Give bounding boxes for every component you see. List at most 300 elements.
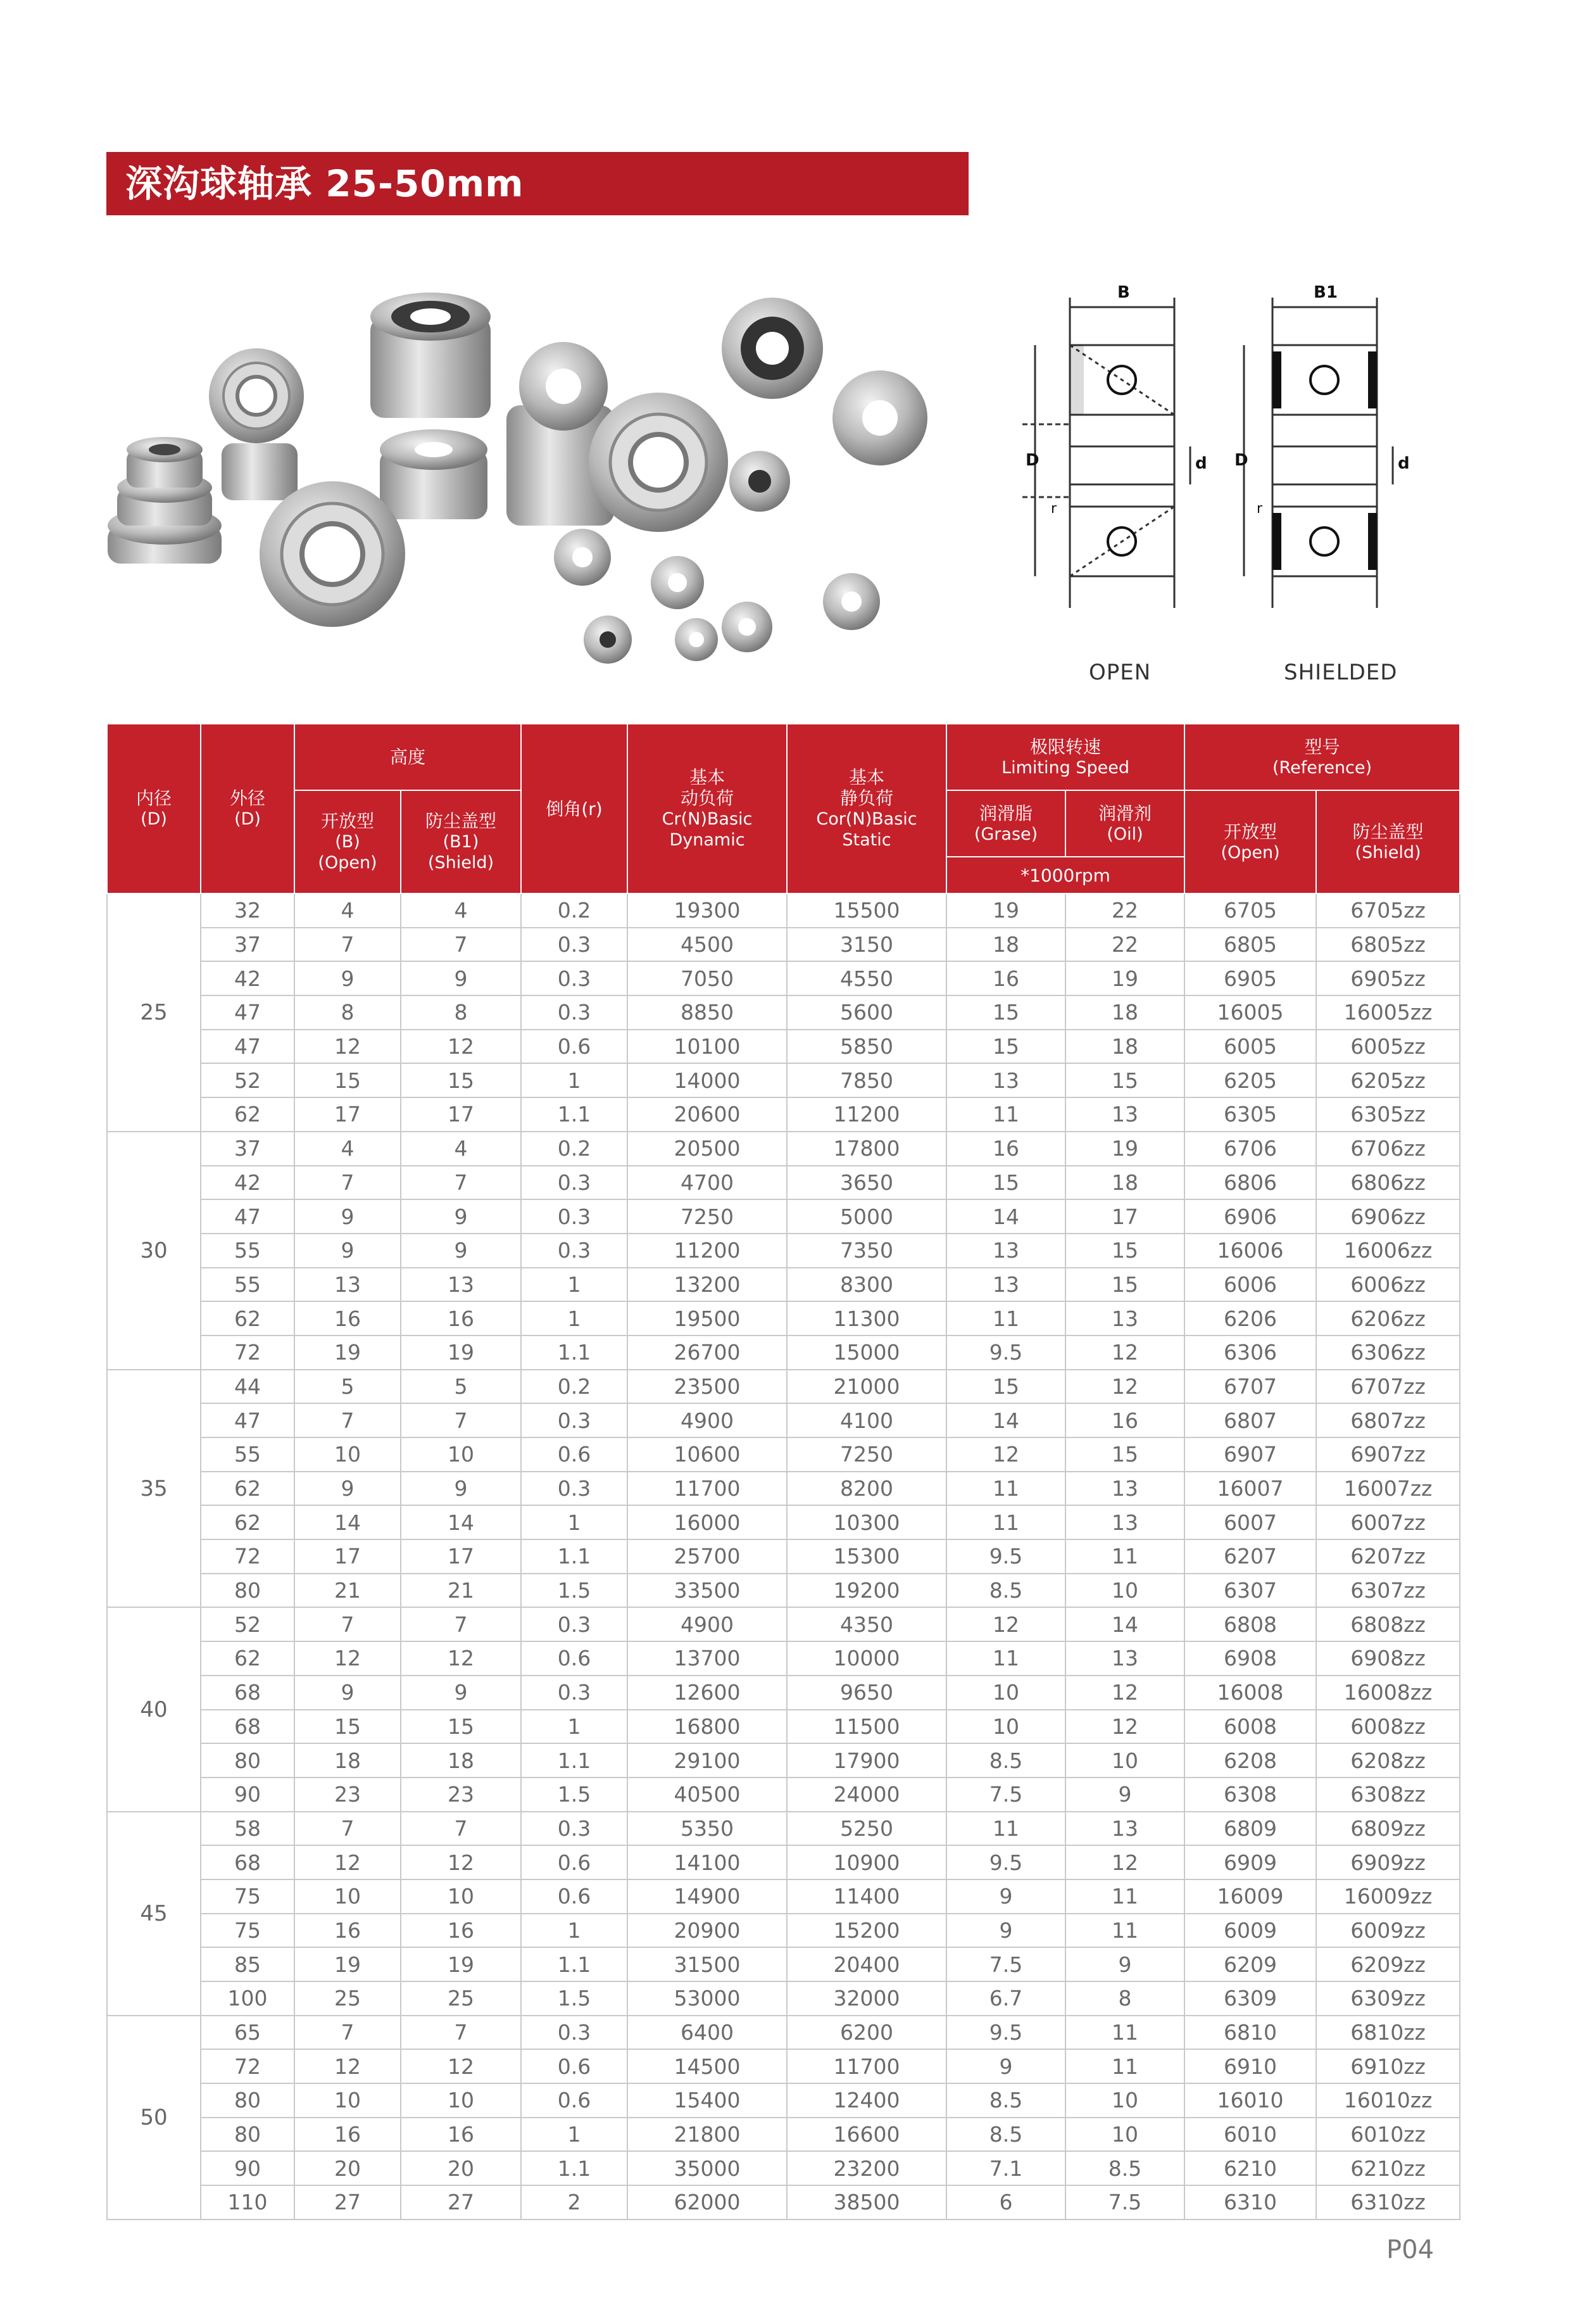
cell-ref-open: 6205 [1184, 1063, 1316, 1097]
table-row [107, 2083, 1460, 2118]
cell-dynamic-load: 15400 [627, 2083, 787, 2118]
cell-chamfer: 0.3 [521, 1199, 627, 1234]
dim-inner-d-label-shielded: d [1398, 454, 1410, 473]
cell-outer-diameter: 44 [201, 1370, 294, 1404]
cell-ref-open: 16005 [1184, 995, 1316, 1030]
cell-dynamic-load: 11700 [627, 1472, 787, 1506]
cell-open-width: 7 [294, 1812, 401, 1846]
cell-ref-shield: 6308zz [1316, 1778, 1460, 1812]
cell-static-load: 11400 [787, 1879, 946, 1914]
table-row [107, 1437, 1460, 1472]
table-row [107, 1030, 1460, 1064]
cell-shield-width: 16 [401, 1301, 521, 1336]
cell-chamfer: 1 [521, 1914, 627, 1948]
dim-b1-label: B1 [1314, 283, 1338, 302]
cell-ref-open: 6908 [1184, 1641, 1316, 1676]
cell-dynamic-load: 40500 [627, 1778, 787, 1812]
cell-chamfer: 0.3 [521, 1812, 627, 1846]
header-static-load: 基本 静负荷 Cor(N)Basic Static [787, 724, 946, 894]
cell-oil-speed: 14 [1065, 1607, 1184, 1641]
cell-ref-open: 6208 [1184, 1743, 1316, 1778]
cell-ref-shield: 6210zz [1316, 2151, 1460, 2185]
cell-oil-speed: 11 [1065, 1879, 1184, 1914]
header-outer-diameter: 外径 (D) [201, 724, 294, 894]
cell-dynamic-load: 6400 [627, 2016, 787, 2050]
table-row [107, 1166, 1460, 1200]
cell-ref-open: 16008 [1184, 1676, 1316, 1710]
cell-chamfer: 0.3 [521, 1166, 627, 1200]
cell-open-width: 16 [294, 1914, 401, 1948]
cell-grease-speed: 18 [946, 928, 1065, 962]
cell-static-load: 4100 [787, 1403, 946, 1437]
cell-oil-speed: 7.5 [1065, 2185, 1184, 2220]
table-row [107, 1063, 1460, 1097]
cell-open-width: 25 [294, 1981, 401, 2016]
cell-open-width: 10 [294, 1879, 401, 1914]
cell-outer-diameter: 75 [201, 1914, 294, 1948]
cell-dynamic-load: 4900 [627, 1403, 787, 1437]
cell-open-width: 10 [294, 1437, 401, 1472]
cell-shield-width: 4 [401, 1132, 521, 1166]
cell-oil-speed: 13 [1065, 1097, 1184, 1132]
cell-static-load: 19200 [787, 1574, 946, 1608]
cell-open-width: 7 [294, 928, 401, 962]
cell-ref-shield: 6306zz [1316, 1336, 1460, 1370]
cell-static-load: 10900 [787, 1845, 946, 1879]
cell-ref-open: 6805 [1184, 928, 1316, 962]
table-row [107, 1472, 1460, 1506]
header-grease: 润滑脂 (Grase) [946, 790, 1065, 857]
cell-oil-speed: 18 [1065, 1166, 1184, 1200]
cell-oil-speed: 13 [1065, 1505, 1184, 1539]
cell-dynamic-load: 53000 [627, 1981, 787, 2016]
cell-outer-diameter: 55 [201, 1268, 294, 1302]
shielded-label: SHIELDED [1284, 660, 1398, 685]
cell-open-width: 4 [294, 1132, 401, 1166]
cell-outer-diameter: 62 [201, 1097, 294, 1132]
cell-oil-speed: 19 [1065, 961, 1184, 995]
cell-static-load: 15300 [787, 1539, 946, 1574]
cell-ref-shield: 6805zz [1316, 928, 1460, 962]
cell-ref-open: 6306 [1184, 1336, 1316, 1370]
cell-ref-shield: 6005zz [1316, 1030, 1460, 1064]
table-row [107, 1947, 1460, 1981]
cell-grease-speed: 7.1 [946, 2151, 1065, 2185]
cell-oil-speed: 12 [1065, 1845, 1184, 1879]
cell-oil-speed: 8.5 [1065, 2151, 1184, 2185]
cell-ref-open: 6907 [1184, 1437, 1316, 1472]
cell-chamfer: 0.3 [521, 1472, 627, 1506]
cell-oil-speed: 11 [1065, 1914, 1184, 1948]
cell-oil-speed: 10 [1065, 1574, 1184, 1608]
cell-ref-open: 6209 [1184, 1947, 1316, 1981]
cell-dynamic-load: 7050 [627, 961, 787, 995]
cell-grease-speed: 15 [946, 1166, 1065, 1200]
cell-grease-speed: 11 [946, 1641, 1065, 1676]
cell-static-load: 11200 [787, 1097, 946, 1132]
cell-dynamic-load: 33500 [627, 1574, 787, 1608]
cell-ref-shield: 16010zz [1316, 2083, 1460, 2118]
cell-ref-open: 6909 [1184, 1845, 1316, 1879]
cell-ref-open: 6009 [1184, 1914, 1316, 1948]
cell-ref-shield: 6910zz [1316, 2049, 1460, 2083]
cell-ref-shield: 6705zz [1316, 894, 1460, 928]
cell-chamfer: 1 [521, 1301, 627, 1336]
cell-ref-open: 6810 [1184, 2016, 1316, 2050]
cell-shield-width: 17 [401, 1097, 521, 1132]
table-row [107, 961, 1460, 995]
cell-outer-diameter: 90 [201, 1778, 294, 1812]
table-row [107, 1132, 1460, 1166]
cell-ref-open: 6010 [1184, 2118, 1316, 2152]
cell-grease-speed: 8.5 [946, 2083, 1065, 2118]
cell-static-load: 11500 [787, 1710, 946, 1744]
cell-outer-diameter: 52 [201, 1607, 294, 1641]
cell-grease-speed: 9.5 [946, 1336, 1065, 1370]
cell-ref-open: 6008 [1184, 1710, 1316, 1744]
cell-shield-width: 21 [401, 1574, 521, 1608]
cell-dynamic-load: 13700 [627, 1641, 787, 1676]
cell-dynamic-load: 19300 [627, 894, 787, 928]
cell-grease-speed: 19 [946, 894, 1065, 928]
cell-ref-shield: 6707zz [1316, 1370, 1460, 1404]
cell-outer-diameter: 47 [201, 1199, 294, 1234]
cell-ref-open: 16010 [1184, 2083, 1316, 2118]
cell-grease-speed: 8.5 [946, 2118, 1065, 2152]
cell-oil-speed: 11 [1065, 1539, 1184, 1574]
table-row [107, 1914, 1460, 1948]
table-body [107, 894, 1460, 2220]
cell-static-load: 7250 [787, 1437, 946, 1472]
cell-static-load: 12400 [787, 2083, 946, 2118]
cell-ref-shield: 6909zz [1316, 1845, 1460, 1879]
table-row [107, 1778, 1460, 1812]
table-row [107, 1641, 1460, 1676]
cell-open-width: 8 [294, 995, 401, 1030]
cell-open-width: 7 [294, 1607, 401, 1641]
table-row [107, 1097, 1460, 1132]
cell-dynamic-load: 21800 [627, 2118, 787, 2152]
cell-ref-open: 6910 [1184, 2049, 1316, 2083]
cell-ref-shield: 6305zz [1316, 1097, 1460, 1132]
cell-ref-shield: 6207zz [1316, 1539, 1460, 1574]
cell-static-load: 6200 [787, 2016, 946, 2050]
cell-outer-diameter: 58 [201, 1812, 294, 1846]
cell-shield-width: 12 [401, 1641, 521, 1676]
cell-ref-shield: 6806zz [1316, 1166, 1460, 1200]
cell-open-width: 7 [294, 1403, 401, 1437]
cell-open-width: 5 [294, 1370, 401, 1404]
table-row [107, 928, 1460, 962]
cell-dynamic-load: 23500 [627, 1370, 787, 1404]
cell-ref-open: 6808 [1184, 1607, 1316, 1641]
cell-ref-shield: 6010zz [1316, 2118, 1460, 2152]
cell-outer-diameter: 47 [201, 995, 294, 1030]
cell-ref-shield: 16009zz [1316, 1879, 1460, 1914]
cell-dynamic-load: 14500 [627, 2049, 787, 2083]
cell-bore: 25 [107, 894, 201, 1132]
cell-dynamic-load: 13200 [627, 1268, 787, 1302]
cell-oil-speed: 11 [1065, 2049, 1184, 2083]
header-open-height: 开放型 (B) (Open) [294, 790, 401, 894]
cell-ref-shield: 6205zz [1316, 1063, 1460, 1097]
table-row [107, 1981, 1460, 2016]
cell-ref-open: 6307 [1184, 1574, 1316, 1608]
cross-section-drawing [1000, 272, 1469, 652]
cell-chamfer: 0.6 [521, 2049, 627, 2083]
open-label: OPEN [1089, 660, 1152, 685]
cell-chamfer: 1 [521, 1505, 627, 1539]
cell-ref-open: 6807 [1184, 1403, 1316, 1437]
cell-grease-speed: 14 [946, 1403, 1065, 1437]
cell-oil-speed: 22 [1065, 928, 1184, 962]
dim-inner-d-label: d [1195, 454, 1207, 473]
cell-open-width: 13 [294, 1268, 401, 1302]
table-row [107, 2151, 1460, 2185]
cell-outer-diameter: 72 [201, 1336, 294, 1370]
cell-outer-diameter: 68 [201, 1710, 294, 1744]
cell-open-width: 4 [294, 894, 401, 928]
cell-oil-speed: 11 [1065, 2016, 1184, 2050]
cell-dynamic-load: 31500 [627, 1947, 787, 1981]
cell-ref-shield: 16008zz [1316, 1676, 1460, 1710]
cell-open-width: 16 [294, 1301, 401, 1336]
cell-static-load: 24000 [787, 1778, 946, 1812]
cell-dynamic-load: 14100 [627, 1845, 787, 1879]
cell-chamfer: 0.2 [521, 1370, 627, 1404]
cell-ref-shield: 6807zz [1316, 1403, 1460, 1437]
cell-outer-diameter: 72 [201, 2049, 294, 2083]
cell-shield-width: 12 [401, 1845, 521, 1879]
cell-outer-diameter: 37 [201, 1132, 294, 1166]
cell-static-load: 17800 [787, 1132, 946, 1166]
cell-oil-speed: 12 [1065, 1336, 1184, 1370]
cell-grease-speed: 15 [946, 1030, 1065, 1064]
header-ref-shield: 防尘盖型 (Shield) [1316, 790, 1460, 894]
cell-ref-shield: 6006zz [1316, 1268, 1460, 1302]
cell-chamfer: 0.3 [521, 995, 627, 1030]
cell-grease-speed: 12 [946, 1437, 1065, 1472]
cell-static-load: 32000 [787, 1981, 946, 2016]
cell-chamfer: 0.3 [521, 2016, 627, 2050]
bearing-spec-table [106, 723, 1460, 2220]
cell-outer-diameter: 52 [201, 1063, 294, 1097]
header-shield-height: 防尘盖型 (B1) (Shield) [401, 790, 521, 894]
table-row [107, 1607, 1460, 1641]
cell-oil-speed: 13 [1065, 1472, 1184, 1506]
cell-open-width: 9 [294, 1234, 401, 1268]
cell-open-width: 12 [294, 1845, 401, 1879]
cell-shield-width: 27 [401, 2185, 521, 2220]
cell-shield-width: 17 [401, 1539, 521, 1574]
cell-chamfer: 0.3 [521, 1403, 627, 1437]
cell-shield-width: 9 [401, 1199, 521, 1234]
cell-shield-width: 7 [401, 1166, 521, 1200]
cell-grease-speed: 16 [946, 1132, 1065, 1166]
cell-ref-open: 6006 [1184, 1268, 1316, 1302]
table-row [107, 1743, 1460, 1778]
cell-chamfer: 1 [521, 2118, 627, 2152]
bearing-stack-center [506, 342, 728, 532]
cell-dynamic-load: 20600 [627, 1097, 787, 1132]
cell-ref-open: 6210 [1184, 2151, 1316, 2185]
bearing-shielded-mid [380, 429, 487, 519]
cell-outer-diameter: 47 [201, 1030, 294, 1064]
cell-chamfer: 0.6 [521, 1437, 627, 1472]
cell-grease-speed: 11 [946, 1301, 1065, 1336]
cell-oil-speed: 18 [1065, 995, 1184, 1030]
cell-ref-shield: 6208zz [1316, 1743, 1460, 1778]
cell-ref-open: 6206 [1184, 1301, 1316, 1336]
table-row [107, 2185, 1460, 2220]
cell-open-width: 27 [294, 2185, 401, 2220]
cell-open-width: 12 [294, 1030, 401, 1064]
header-dynamic-load: 基本 动负荷 Cr(N)Basic Dynamic [627, 724, 787, 894]
cell-dynamic-load: 35000 [627, 2151, 787, 2185]
cell-chamfer: 1.5 [521, 1778, 627, 1812]
cell-oil-speed: 9 [1065, 1778, 1184, 1812]
cell-shield-width: 10 [401, 1437, 521, 1472]
cell-open-width: 21 [294, 1574, 401, 1608]
cell-grease-speed: 13 [946, 1234, 1065, 1268]
cell-ref-open: 6007 [1184, 1505, 1316, 1539]
cell-chamfer: 0.2 [521, 1132, 627, 1166]
cell-static-load: 7350 [787, 1234, 946, 1268]
cell-grease-speed: 15 [946, 1370, 1065, 1404]
table-row [107, 1676, 1460, 1710]
cell-shield-width: 12 [401, 1030, 521, 1064]
cell-outer-diameter: 65 [201, 2016, 294, 2050]
cell-open-width: 19 [294, 1947, 401, 1981]
cell-shield-width: 10 [401, 1879, 521, 1914]
table-row [107, 894, 1460, 928]
cell-static-load: 15200 [787, 1914, 946, 1948]
cell-chamfer: 0.6 [521, 1030, 627, 1064]
cell-oil-speed: 15 [1065, 1437, 1184, 1472]
cell-grease-speed: 10 [946, 1676, 1065, 1710]
cell-static-load: 5850 [787, 1030, 946, 1064]
cell-open-width: 9 [294, 1676, 401, 1710]
cell-chamfer: 0.6 [521, 1879, 627, 1914]
cell-chamfer: 1 [521, 1268, 627, 1302]
table-row [107, 995, 1460, 1030]
cell-oil-speed: 12 [1065, 1370, 1184, 1404]
cell-grease-speed: 10 [946, 1710, 1065, 1744]
cell-grease-speed: 11 [946, 1097, 1065, 1132]
cell-dynamic-load: 11200 [627, 1234, 787, 1268]
cell-shield-width: 19 [401, 1336, 521, 1370]
cell-ref-open: 6806 [1184, 1166, 1316, 1200]
cell-chamfer: 0.3 [521, 961, 627, 995]
table-row [107, 1268, 1460, 1302]
cell-ref-open: 6906 [1184, 1199, 1316, 1234]
cell-outer-diameter: 55 [201, 1437, 294, 1472]
cell-chamfer: 1 [521, 1063, 627, 1097]
cell-outer-diameter: 37 [201, 928, 294, 962]
cell-static-load: 8300 [787, 1268, 946, 1302]
table-row [107, 1370, 1460, 1404]
cell-oil-speed: 22 [1065, 894, 1184, 928]
cell-oil-speed: 13 [1065, 1812, 1184, 1846]
bearing-cross-section-diagram [1000, 272, 1469, 690]
cell-shield-width: 7 [401, 928, 521, 962]
cell-outer-diameter: 90 [201, 2151, 294, 2185]
cell-oil-speed: 10 [1065, 2083, 1184, 2118]
bearing-stack-top [370, 293, 491, 418]
cell-ref-open: 6705 [1184, 894, 1316, 928]
cell-static-load: 4550 [787, 961, 946, 995]
cell-ref-open: 6308 [1184, 1778, 1316, 1812]
cell-open-width: 23 [294, 1778, 401, 1812]
cell-outer-diameter: 47 [201, 1403, 294, 1437]
cell-dynamic-load: 25700 [627, 1539, 787, 1574]
cell-ref-shield: 6209zz [1316, 1947, 1460, 1981]
cell-static-load: 5000 [787, 1199, 946, 1234]
cell-ref-open: 6207 [1184, 1539, 1316, 1574]
cell-shield-width: 9 [401, 1234, 521, 1268]
cell-ref-open: 6309 [1184, 1981, 1316, 2016]
cell-outer-diameter: 100 [201, 1981, 294, 2016]
cell-static-load: 5250 [787, 1812, 946, 1846]
cell-shield-width: 9 [401, 1472, 521, 1506]
cell-grease-speed: 8.5 [946, 1574, 1065, 1608]
cell-chamfer: 1.1 [521, 1336, 627, 1370]
cell-outer-diameter: 80 [201, 2118, 294, 2152]
cell-shield-width: 13 [401, 1268, 521, 1302]
cell-dynamic-load: 4700 [627, 1166, 787, 1200]
cell-outer-diameter: 75 [201, 1879, 294, 1914]
cell-dynamic-load: 14000 [627, 1063, 787, 1097]
cell-dynamic-load: 7250 [627, 1199, 787, 1234]
cell-grease-speed: 9.5 [946, 1845, 1065, 1879]
cell-outer-diameter: 80 [201, 1574, 294, 1608]
cell-grease-speed: 16 [946, 961, 1065, 995]
cell-static-load: 10300 [787, 1505, 946, 1539]
cell-oil-speed: 8 [1065, 1981, 1184, 2016]
cell-outer-diameter: 72 [201, 1539, 294, 1574]
cell-shield-width: 25 [401, 1981, 521, 2016]
cell-oil-speed: 12 [1065, 1676, 1184, 1710]
cell-dynamic-load: 14900 [627, 1879, 787, 1914]
cell-grease-speed: 9 [946, 1914, 1065, 1948]
cell-chamfer: 0.3 [521, 1676, 627, 1710]
cell-ref-open: 6905 [1184, 961, 1316, 995]
header-rpm-unit: *1000rpm [946, 857, 1184, 894]
cell-ref-shield: 6310zz [1316, 2185, 1460, 2220]
cell-ref-shield: 6009zz [1316, 1914, 1460, 1948]
cell-shield-width: 12 [401, 2049, 521, 2083]
cell-ref-open: 6706 [1184, 1132, 1316, 1166]
cell-ref-shield: 6007zz [1316, 1505, 1460, 1539]
cell-open-width: 14 [294, 1505, 401, 1539]
header-oil: 润滑剂 (Oil) [1065, 790, 1184, 857]
cell-ref-open: 16009 [1184, 1879, 1316, 1914]
cell-shield-width: 9 [401, 961, 521, 995]
cell-grease-speed: 12 [946, 1607, 1065, 1641]
cell-shield-width: 7 [401, 1403, 521, 1437]
table-row [107, 2118, 1460, 2152]
cell-oil-speed: 16 [1065, 1403, 1184, 1437]
table-row [107, 1812, 1460, 1846]
cell-open-width: 18 [294, 1743, 401, 1778]
cell-grease-speed: 15 [946, 995, 1065, 1030]
header-bore: 内径 (D) [107, 724, 201, 894]
dim-r-label: r [1051, 501, 1057, 517]
cell-oil-speed: 18 [1065, 1030, 1184, 1064]
page-number: P04 [1386, 2235, 1435, 2264]
cell-open-width: 7 [294, 2016, 401, 2050]
cell-bore: 40 [107, 1607, 201, 1811]
